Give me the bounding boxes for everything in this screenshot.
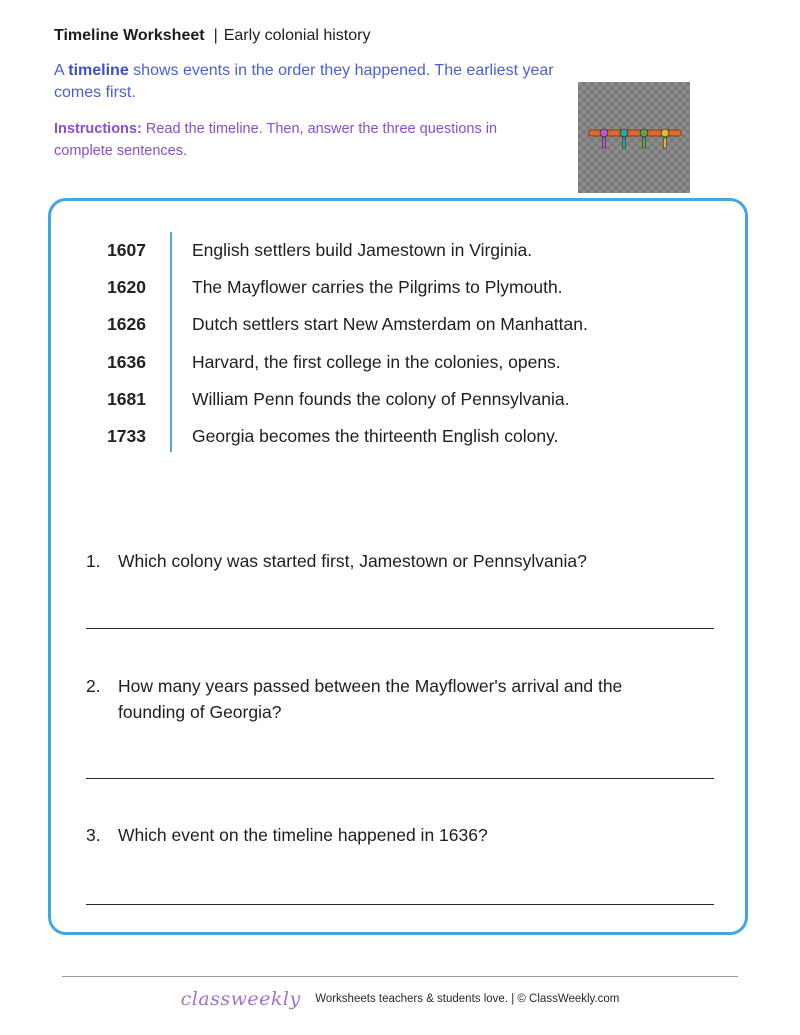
timeline-icon-dot [600,129,608,137]
question-text: How many years passed between the Mayflower's arrival and the founding of Georgia? [118,676,623,722]
timeline-year: 1620 [107,277,146,297]
timeline-icon-dot [620,129,628,137]
timeline-icon-dot [640,129,648,137]
timeline-thumbnail [578,82,690,193]
brand-logo: classweekly [180,988,301,1010]
question-number: 2. [86,676,101,696]
timeline-icon-peg [664,138,667,148]
timeline-divider [170,232,172,452]
timeline-event: Dutch settlers start New Amsterdam on Manhattan. [192,314,588,334]
timeline-year: 1607 [107,240,146,260]
timeline-year: 1681 [107,389,146,409]
timeline-icon-peg [623,138,626,148]
timeline-year: 1733 [107,426,146,446]
timeline-icon [578,82,690,193]
question-number: 3. [86,825,101,845]
intro-text [54,60,564,104]
timeline-event: Harvard, the first college in the colonies, opens. [192,352,561,372]
question-text: Which event on the timeline happened in 1636? [118,825,488,845]
question-number: 1. [86,551,101,571]
timeline-year: 1626 [107,314,146,334]
worksheet-subtitle: Early colonial history [223,27,371,44]
timeline-icon-dot [661,129,669,137]
timeline-event: William Penn founds the colony of Pennsylvania. [192,389,570,409]
timeline-icon-peg [603,138,606,148]
answer-line-2[interactable] [86,778,714,779]
worksheet-title: Timeline Worksheet [54,27,205,44]
timeline-event: Georgia becomes the thirteenth English colony. [192,426,559,446]
instructions-label: Instructions: [54,121,142,137]
page-header [54,26,370,46]
instructions-text: Read the timeline. Then, answer the three questions in complete sentences. [54,121,498,159]
timeline-event: English settlers build Jamestown in Virginia. [192,240,533,260]
answer-line-1[interactable] [86,628,714,629]
header-separator: | [213,27,218,44]
question-text: Which colony was started first, Jamestown or Pennsylvania? [118,551,587,571]
timeline-event: The Mayflower carries the Pilgrims to Plymouth. [192,277,563,297]
answer-line-3[interactable] [86,904,714,905]
timeline-year: 1636 [107,352,146,372]
intro-lead: A [54,62,64,79]
footer [0,988,800,1010]
timeline-icon-peg [643,138,646,148]
intro-rest: shows events in the order they happened. The earliest year comes first. [54,62,554,101]
intro-keyword: timeline [68,62,129,79]
footer-tagline: Worksheets teachers & students love. | © ClassWeekly.com [315,993,620,1005]
footer-divider [62,976,738,977]
instructions [54,118,554,162]
